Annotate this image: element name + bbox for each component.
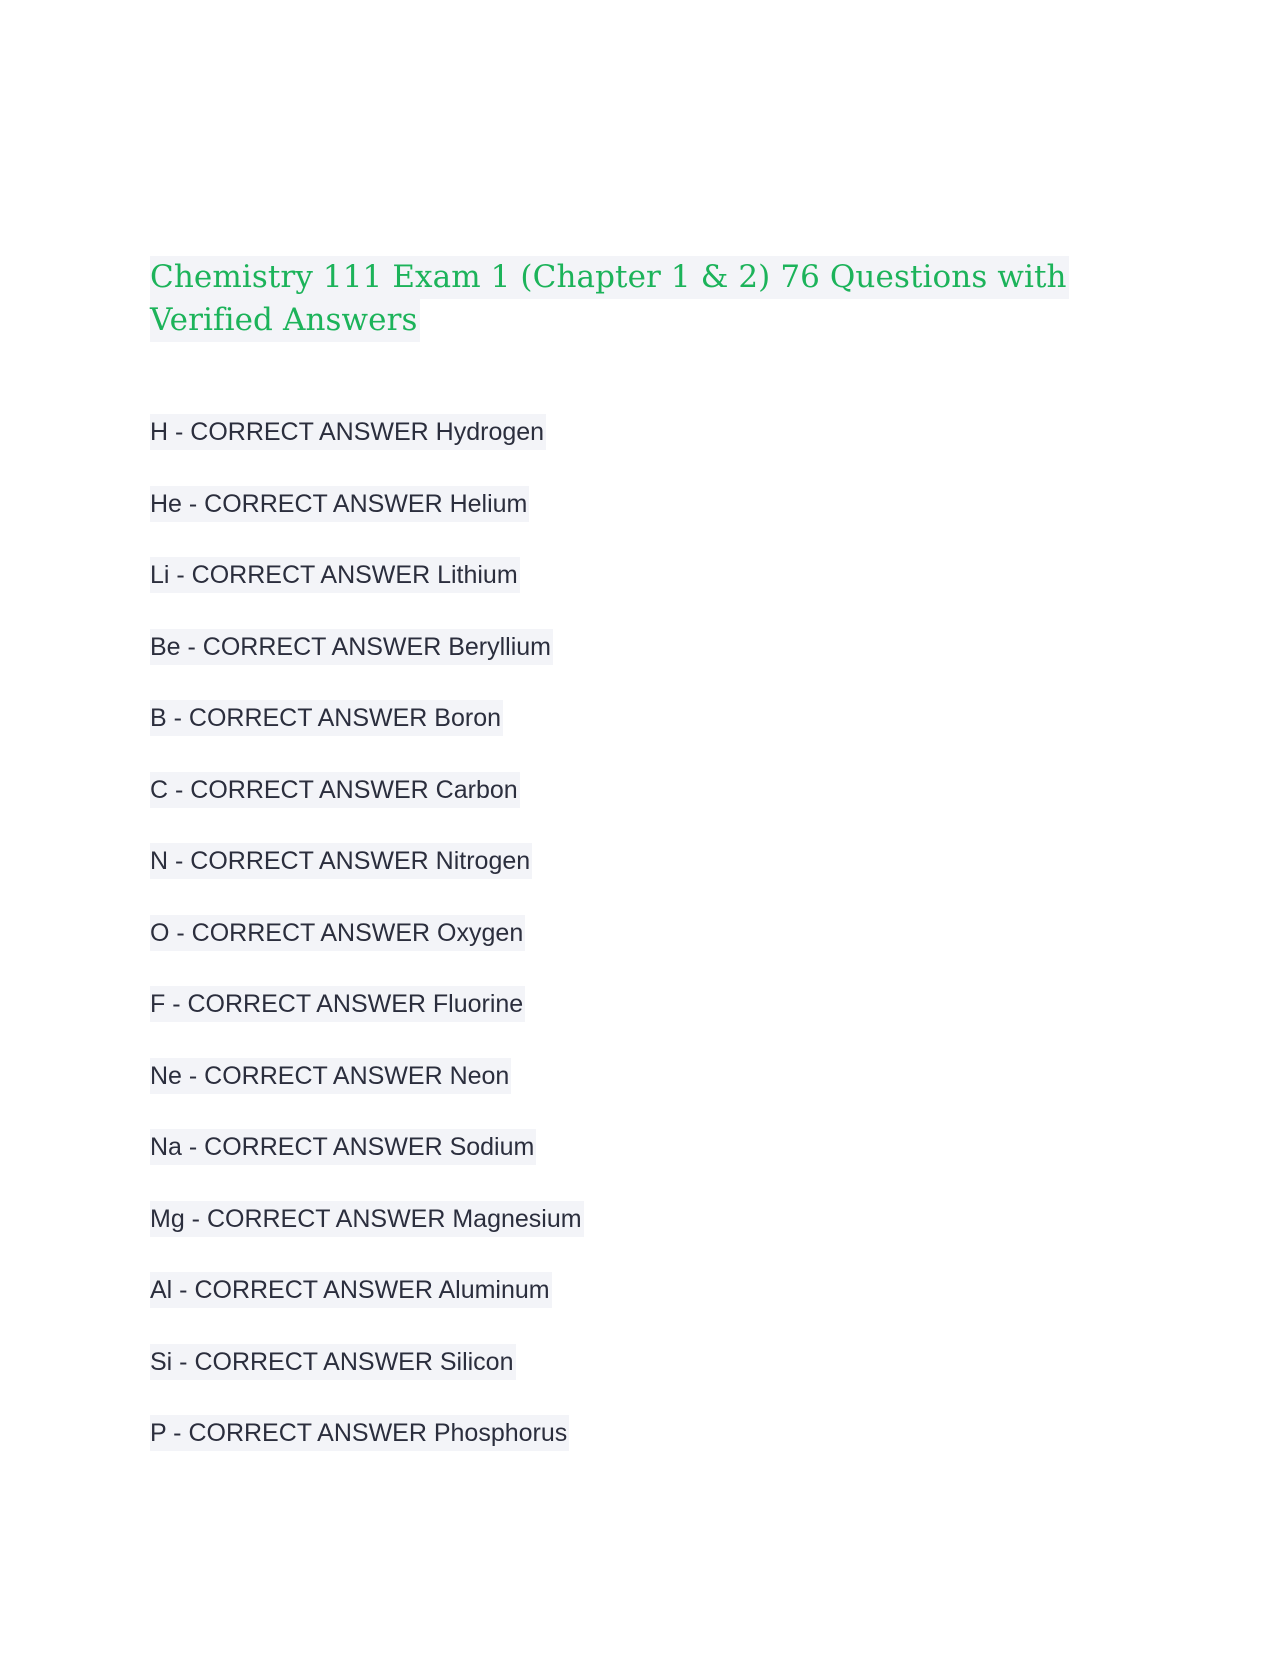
qa-text: Mg - CORRECT ANSWER Magnesium [150,1201,584,1237]
list-item [150,557,1050,629]
qa-text: Ne - CORRECT ANSWER Neon [150,1058,511,1094]
list-item [150,700,1050,772]
list-item [150,915,1050,987]
qa-text: O - CORRECT ANSWER Oxygen [150,915,525,951]
qa-text: P - CORRECT ANSWER Phosphorus [150,1415,569,1451]
qa-text: Al - CORRECT ANSWER Aluminum [150,1272,552,1308]
list-item [150,986,1050,1058]
qa-text: He - CORRECT ANSWER Helium [150,486,529,522]
list-item [150,1415,1050,1487]
qa-text: Si - CORRECT ANSWER Silicon [150,1344,516,1380]
list-item [150,1129,1050,1201]
list-item [150,1058,1050,1130]
list-item [150,1344,1050,1416]
list-item [150,629,1050,701]
qa-text: Na - CORRECT ANSWER Sodium [150,1129,536,1165]
qa-text: F - CORRECT ANSWER Fluorine [150,986,525,1022]
list-item [150,1272,1050,1344]
qa-text: B - CORRECT ANSWER Boron [150,700,503,736]
list-item [150,772,1050,844]
qa-text: H - CORRECT ANSWER Hydrogen [150,414,546,450]
title-line-2: Verified Answers [150,299,420,342]
page-title [150,256,1090,342]
list-item [150,414,1050,486]
qa-text: Be - CORRECT ANSWER Beryllium [150,629,553,665]
qa-text: Li - CORRECT ANSWER Lithium [150,557,520,593]
list-item [150,1201,1050,1273]
title-line-1: Chemistry 111 Exam 1 (Chapter 1 & 2) 76 Questions with [150,256,1069,299]
list-item [150,486,1050,558]
qa-text: C - CORRECT ANSWER Carbon [150,772,520,808]
qa-list [150,414,1050,1487]
list-item [150,843,1050,915]
qa-text: N - CORRECT ANSWER Nitrogen [150,843,532,879]
